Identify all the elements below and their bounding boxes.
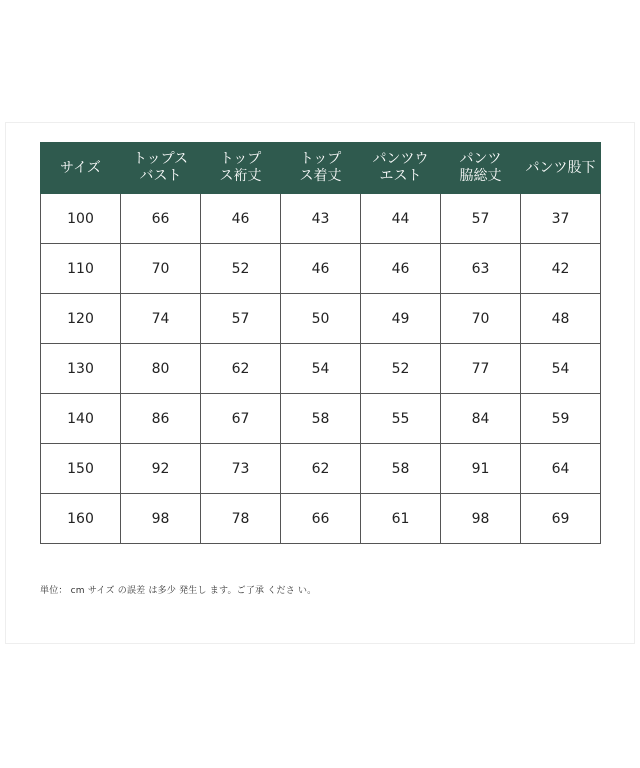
table-cell: 43 xyxy=(281,194,361,244)
table-cell: 110 xyxy=(41,244,121,294)
header-pants-inseam: パンツ股下 xyxy=(521,143,601,194)
table-cell: 58 xyxy=(361,444,441,494)
table-cell: 48 xyxy=(521,294,601,344)
table-cell: 52 xyxy=(201,244,281,294)
table-row xyxy=(41,194,601,244)
table-cell: 70 xyxy=(121,244,201,294)
table-cell: 73 xyxy=(201,444,281,494)
table-cell: 54 xyxy=(281,344,361,394)
table-row xyxy=(41,244,601,294)
table-cell: 70 xyxy=(441,294,521,344)
table-cell: 59 xyxy=(521,394,601,444)
table-cell: 63 xyxy=(441,244,521,294)
table-cell: 86 xyxy=(121,394,201,444)
table-row xyxy=(41,494,601,544)
table-cell: 92 xyxy=(121,444,201,494)
table-cell: 78 xyxy=(201,494,281,544)
header-tops-bust: トップス バスト xyxy=(121,143,201,194)
table-cell: 52 xyxy=(361,344,441,394)
table-row xyxy=(41,394,601,444)
table-cell: 120 xyxy=(41,294,121,344)
table-cell: 46 xyxy=(281,244,361,294)
table-row xyxy=(41,294,601,344)
table-cell: 42 xyxy=(521,244,601,294)
table-cell: 98 xyxy=(121,494,201,544)
table-cell: 49 xyxy=(361,294,441,344)
table-cell: 74 xyxy=(121,294,201,344)
table-cell: 58 xyxy=(281,394,361,444)
table-header-row xyxy=(41,143,601,194)
size-chart-table xyxy=(40,142,601,544)
table-cell: 130 xyxy=(41,344,121,394)
table-cell: 46 xyxy=(361,244,441,294)
size-note: 単位： cm サイズ の誤差 は多少 発生し ます。ご了承 くださ い。 xyxy=(40,586,317,596)
table-cell: 37 xyxy=(521,194,601,244)
table-cell: 140 xyxy=(41,394,121,444)
table-cell: 69 xyxy=(521,494,601,544)
table-cell: 91 xyxy=(441,444,521,494)
table-cell: 61 xyxy=(361,494,441,544)
header-pants-outseam: パンツ 脇総丈 xyxy=(441,143,521,194)
table-cell: 62 xyxy=(281,444,361,494)
table-cell: 50 xyxy=(281,294,361,344)
table-cell: 160 xyxy=(41,494,121,544)
table-cell: 150 xyxy=(41,444,121,494)
table-cell: 67 xyxy=(201,394,281,444)
header-tops-sleeve: トップ ス裄丈 xyxy=(201,143,281,194)
table-cell: 80 xyxy=(121,344,201,394)
header-size: サイズ xyxy=(41,143,121,194)
header-pants-waist: パンツウ エスト xyxy=(361,143,441,194)
table-cell: 57 xyxy=(441,194,521,244)
table-cell: 77 xyxy=(441,344,521,394)
table-cell: 55 xyxy=(361,394,441,444)
table-cell: 98 xyxy=(441,494,521,544)
table-row xyxy=(41,444,601,494)
table-cell: 44 xyxy=(361,194,441,244)
table-cell: 46 xyxy=(201,194,281,244)
table-cell: 62 xyxy=(201,344,281,394)
table-cell: 64 xyxy=(521,444,601,494)
table-cell: 66 xyxy=(121,194,201,244)
table-cell: 84 xyxy=(441,394,521,444)
table-cell: 54 xyxy=(521,344,601,394)
table-row xyxy=(41,344,601,394)
table-cell: 100 xyxy=(41,194,121,244)
table-cell: 57 xyxy=(201,294,281,344)
header-tops-length: トップ ス着丈 xyxy=(281,143,361,194)
table-cell: 66 xyxy=(281,494,361,544)
